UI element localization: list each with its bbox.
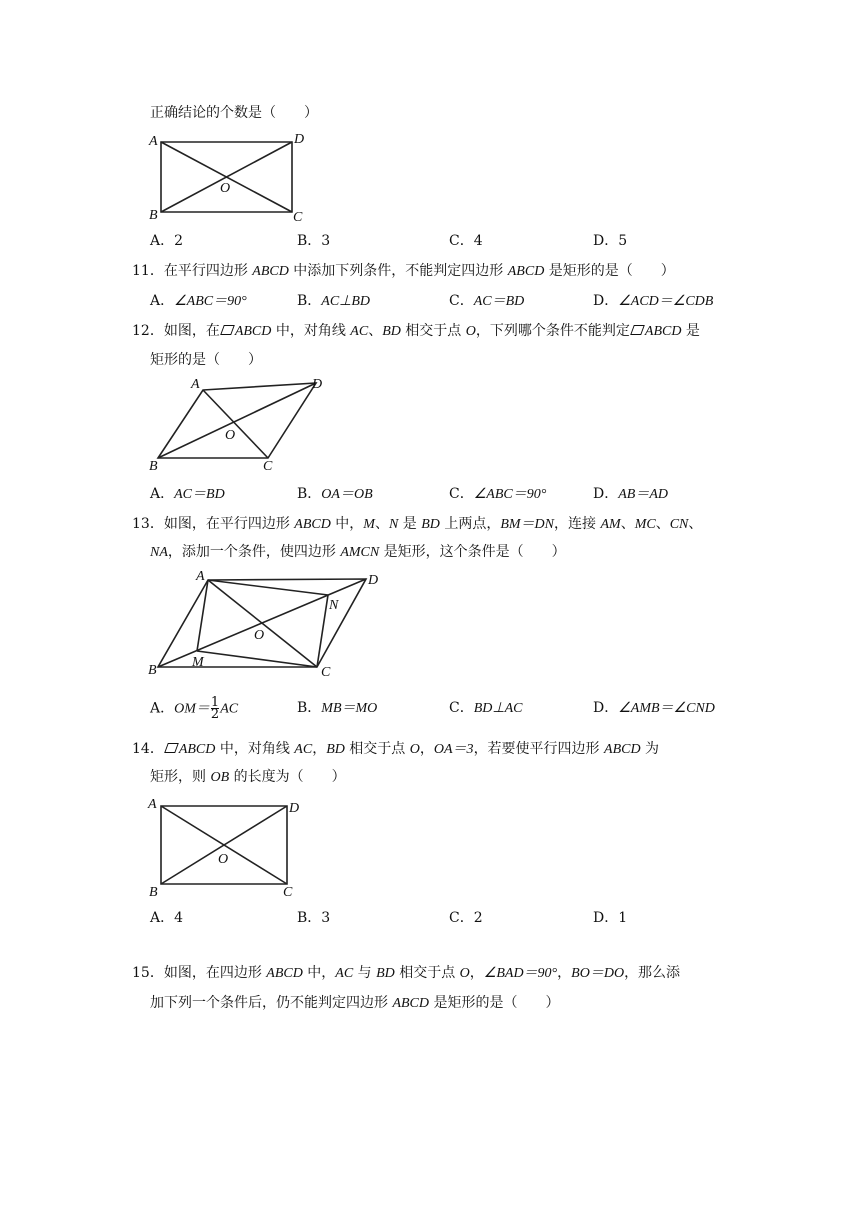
q11-option-c: C．AC＝BD [449, 293, 525, 309]
q13-option-a: A．OM＝ $\frac{1}{2}$ AC [150, 695, 239, 722]
label-b: B [148, 663, 157, 678]
q12-option-b: B．OA＝OB [297, 486, 373, 502]
q12-option-d: D．AB＝AD [593, 486, 668, 502]
label-c: C [321, 665, 331, 680]
label-a: A [148, 797, 157, 812]
question-14-stem: 14． ABCD 中，对角线 AC，BD 相交于点 O，OA＝3，若要使平行四边形 ABCD 为 [132, 741, 660, 757]
label-d: D [312, 377, 323, 392]
question-15-stem-line2: 加下列一个条件后，仍不能判定四边形 ABCD 是矩形的是（ ） [150, 995, 560, 1011]
figure-q10-rectangle [146, 128, 316, 228]
label-o: O [254, 628, 265, 643]
parallelogram-symbol [164, 743, 179, 753]
question-15-stem: 15．如图，在四边形 ABCD 中，AC 与 BD 相交于点 O，∠BAD＝90°，BO＝DO，那么添 [132, 965, 681, 981]
q10-option-d: D．5 [593, 233, 628, 249]
label-d: D [289, 801, 300, 816]
q13-option-d: D．∠AMB＝∠CND [593, 700, 715, 716]
question-12-stem: 12．如图，在 ABCD 中，对角线 AC、BD 相交于点 O，下列哪个条件不能判定 ABCD 是 [132, 323, 700, 339]
label-o: O [220, 181, 231, 196]
figure-q14-rectangle [146, 792, 316, 902]
label-d: D [294, 132, 305, 147]
q14-option-b: B．3 [297, 910, 331, 926]
q14-option-d: D．1 [593, 910, 628, 926]
question-11-stem: 11．在平行四边形 ABCD 中添加下列条件，不能判定四边形 ABCD 是矩形的是（ ） [132, 263, 675, 279]
diagonal-bd [158, 579, 366, 667]
question-13-stem-line2: NA，添加一个条件，使四边形 AMCN 是矩形，这个条件是（ ） [150, 544, 566, 560]
diagonal-ac [203, 390, 268, 458]
q12-option-a: A．AC＝BD [150, 486, 225, 502]
label-a: A [196, 569, 205, 584]
q10-option-c: C．4 [449, 233, 483, 249]
label-o: O [225, 428, 236, 443]
q11-option-a: A．∠ABC＝90° [150, 293, 247, 309]
label-m: M [192, 655, 204, 670]
q11-option-d: D．∠ACD＝∠CDB [593, 293, 714, 309]
q10-option-a: A．2 [150, 233, 184, 249]
label-c: C [293, 210, 303, 225]
label-b: B [149, 208, 158, 223]
figure-q12-parallelogram [146, 372, 346, 472]
parallelogram-symbol [630, 325, 645, 335]
question-10-stem-tail: 正确结论的个数是（ ） [150, 105, 318, 121]
label-b: B [149, 459, 158, 474]
label-b: B [149, 885, 158, 900]
segment-na [208, 580, 328, 595]
label-d: D [368, 573, 379, 588]
q13-option-c: C．BD⊥AC [449, 700, 523, 716]
label-a: A [149, 134, 158, 149]
q10-option-b: B．3 [297, 233, 331, 249]
q13-option-b: B．MB＝MO [297, 700, 378, 716]
q12-option-c: C．∠ABC＝90° [449, 486, 547, 502]
figure-q13-parallelogram [146, 567, 396, 682]
question-12-stem-line2: 矩形的是（ ） [150, 352, 262, 368]
q14-option-c: C．2 [449, 910, 483, 926]
question-14-stem-line2: 矩形，则 OB 的长度为（ ） [150, 769, 346, 785]
label-c: C [283, 885, 293, 900]
q11-option-b: B．AC⊥BD [297, 293, 371, 309]
label-a: A [191, 377, 200, 392]
label-n: N [329, 598, 339, 613]
label-o: O [218, 852, 229, 867]
fraction-one-half: $\frac{1}{2}$ [210, 695, 220, 722]
q14-option-a: A．4 [150, 910, 184, 926]
label-c: C [263, 459, 273, 474]
parallelogram-symbol [220, 325, 235, 335]
question-13-stem: 13．如图，在平行四边形 ABCD 中，M、N 是 BD 上两点，BM＝DN，连接 AM、MC、CN、 [132, 516, 703, 532]
